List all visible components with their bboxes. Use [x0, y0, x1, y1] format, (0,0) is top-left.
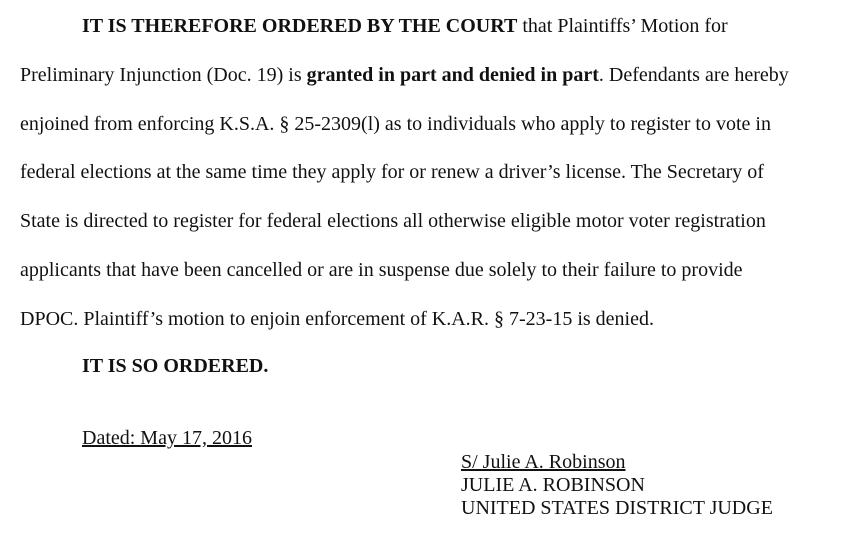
date-line: Dated: May 17, 2016 — [82, 427, 252, 449]
order-line-2: Preliminary Injunction (Doc. 19) is granted in part and denied in part. Defendants are hereby — [20, 64, 789, 86]
ordered-heading: IT IS THEREFORE ORDERED BY THE COURT — [82, 15, 518, 37]
order-line-4: federal elections at the same time they apply for or renew a driver’s license. The Secretary of — [20, 161, 764, 183]
order-line-1: IT IS THEREFORE ORDERED BY THE COURT that Plaintiffs’ Motion for — [82, 15, 728, 37]
judge-title: UNITED STATES DISTRICT JUDGE — [461, 497, 773, 519]
ruling-phrase: granted in part and denied in part — [306, 64, 599, 86]
order-line-6: applicants that have been cancelled or are in suspense due solely to their failure to provide — [20, 259, 743, 281]
judge-name: JULIE A. ROBINSON — [461, 474, 645, 496]
order-line-3: enjoined from enforcing K.S.A. § 25-2309(l) as to individuals who apply to register to vote in — [20, 113, 771, 135]
order-line-5: State is directed to register for federal elections all otherwise eligible motor voter registration — [20, 210, 766, 232]
order-line-7: DPOC. Plaintiff’s motion to enjoin enforcement of K.A.R. § 7-23-15 is denied. — [20, 308, 654, 330]
electronic-signature: S/ Julie A. Robinson — [461, 451, 626, 473]
so-ordered-heading: IT IS SO ORDERED. — [82, 355, 269, 377]
